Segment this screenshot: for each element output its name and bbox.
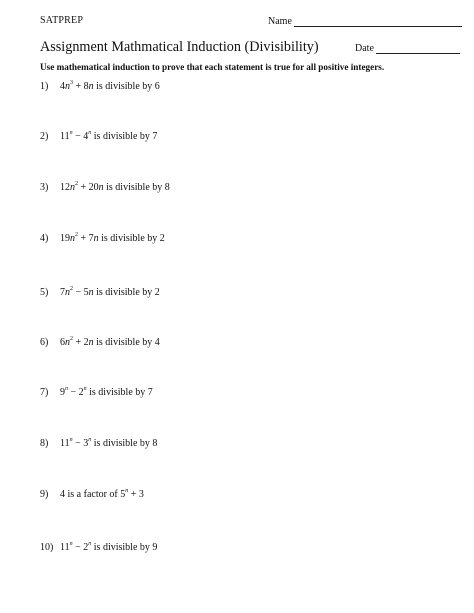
problem-item [40, 287, 160, 298]
problem-statement [60, 387, 153, 398]
problem-item [40, 387, 153, 398]
problem-item [40, 542, 157, 553]
variable: n [70, 182, 75, 193]
statement-text: + 7 [78, 233, 94, 244]
variable: n [65, 81, 70, 92]
exponent: 2 [70, 286, 73, 292]
problem-statement [60, 542, 157, 553]
variable: n [88, 81, 94, 92]
statement-text: is divisible by 8 [103, 182, 170, 193]
problem-statement [60, 182, 170, 193]
date-field [355, 42, 460, 54]
statement-text: is divisible by 8 [91, 438, 158, 449]
problem-statement [60, 233, 165, 244]
problem-number: 2) [40, 131, 49, 142]
name-field [268, 15, 462, 27]
statement-text: − 5 [73, 287, 89, 298]
exponent: n [65, 386, 68, 392]
statement-text: 4 [60, 81, 65, 92]
statement-text: + 8 [73, 81, 89, 92]
statement-text: 7 [60, 287, 65, 298]
statement-text: 19 [60, 233, 70, 244]
statement-text: is divisible by 7 [91, 131, 158, 142]
statement-text: − 2 [68, 387, 84, 398]
variable: n [98, 182, 104, 193]
statement-text: + 20 [78, 182, 99, 193]
date-blank-line [376, 42, 460, 54]
statement-text: 6 [60, 337, 65, 348]
statement-text: 11 [60, 438, 70, 449]
statement-text: is divisible by 7 [86, 387, 153, 398]
statement-text: 11 [60, 131, 70, 142]
date-label: Date [355, 43, 374, 54]
problem-statement [60, 489, 144, 500]
problem-number: 8) [40, 438, 49, 449]
problem-number: 4) [40, 233, 49, 244]
problem-item [40, 182, 170, 193]
statement-text: is divisible by 2 [98, 233, 165, 244]
problem-item [40, 81, 160, 92]
problem-statement [60, 438, 157, 449]
problem-number: 6) [40, 337, 49, 348]
problem-item [40, 131, 157, 142]
statement-text: + 3 [128, 489, 144, 500]
problem-number: 1) [40, 81, 49, 92]
exponent: 2 [75, 181, 78, 187]
exponent: 2 [70, 336, 73, 342]
problem-number: 5) [40, 287, 49, 298]
exponent: n [88, 437, 92, 443]
problem-number: 3) [40, 182, 49, 193]
variable: n [65, 287, 70, 298]
exponent: n [88, 130, 92, 136]
exponent: n [69, 437, 73, 443]
statement-text: 11 [60, 542, 70, 553]
exponent: n [69, 541, 73, 547]
problem-statement [60, 337, 160, 348]
statement-text: 9 [60, 387, 65, 398]
exponent: 2 [75, 232, 78, 238]
variable: n [93, 233, 99, 244]
name-blank-line [294, 15, 462, 27]
statement-text: is divisible by 2 [93, 287, 160, 298]
name-label: Name [268, 16, 292, 27]
exponent: n [125, 488, 129, 494]
exponent: n [69, 130, 73, 136]
problem-statement [60, 81, 160, 92]
statement-text: is divisible by 6 [93, 81, 160, 92]
problem-number: 9) [40, 489, 49, 500]
problem-statement [60, 131, 157, 142]
problem-item [40, 438, 157, 449]
statement-text: 12 [60, 182, 70, 193]
statement-text: − 3 [72, 438, 89, 449]
statement-text: + 2 [73, 337, 89, 348]
statement-text: − 2 [72, 542, 89, 553]
problem-item [40, 337, 160, 348]
statement-text: is divisible by 4 [93, 337, 160, 348]
statement-text: − 4 [72, 131, 89, 142]
statement-text: is divisible by 9 [91, 542, 158, 553]
school-label: SATPREP [40, 15, 84, 26]
variable: n [88, 337, 94, 348]
variable: n [88, 287, 94, 298]
exponent: 3 [70, 80, 73, 86]
exponent: n [83, 386, 87, 392]
exponent: n [88, 541, 92, 547]
problem-item [40, 489, 144, 500]
instructions: Use mathematical induction to prove that each statement is true for all positive integers. [40, 62, 385, 72]
variable: n [70, 233, 75, 244]
problem-number: 10) [40, 542, 54, 553]
problem-statement [60, 287, 160, 298]
problem-item [40, 233, 165, 244]
problem-number: 7) [40, 387, 49, 398]
statement-text: 4 is a factor of 5 [60, 489, 126, 500]
variable: n [65, 337, 70, 348]
assignment-title: Assignment Mathmatical Induction (Divisibility) [40, 39, 319, 55]
